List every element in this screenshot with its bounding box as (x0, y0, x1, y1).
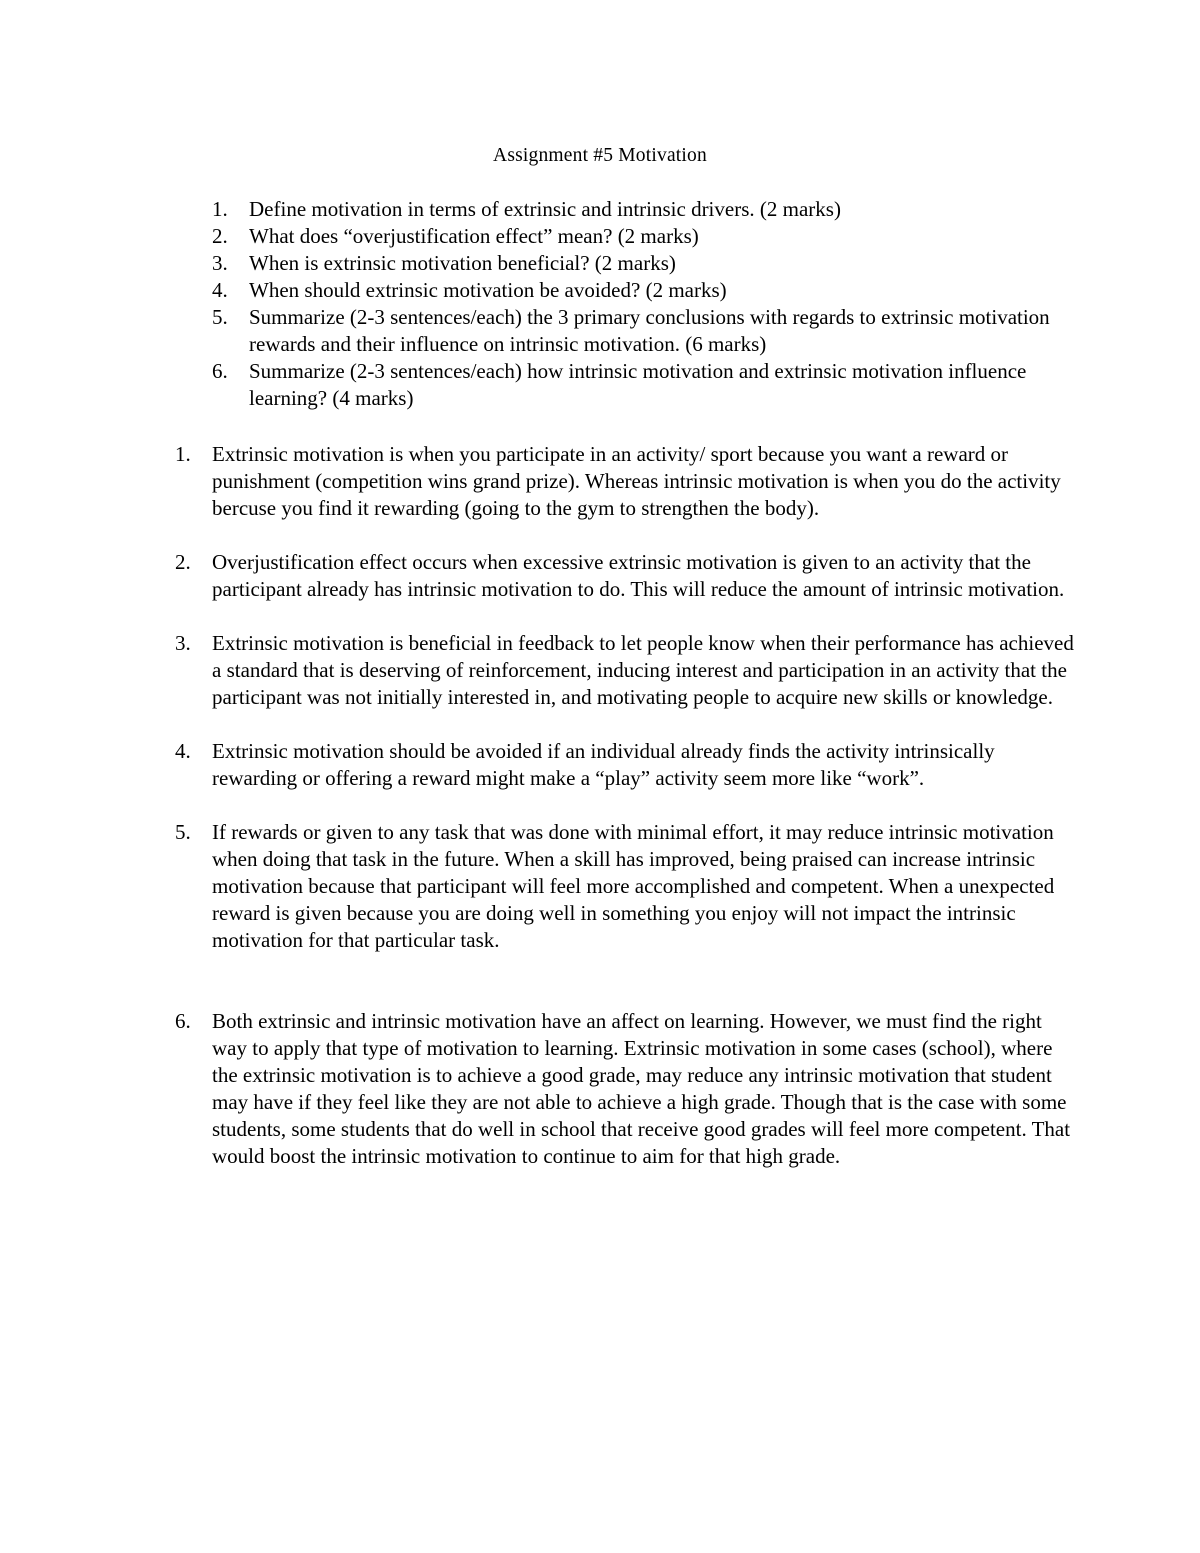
question-number: 4. (212, 278, 228, 302)
question-item (212, 277, 1072, 304)
answer-number: 6. (175, 1009, 191, 1033)
answer-item (175, 441, 1075, 522)
answer-text: Extrinsic motivation should be avoided if an individual already finds the activity intrinsically rewarding or offering a reward might make a “play” activity seem more like “work”. (212, 739, 995, 790)
question-number: 6. (212, 359, 228, 383)
answer-number: 5. (175, 820, 191, 844)
question-number: 3. (212, 251, 228, 275)
answer-text: Overjustification effect occurs when excessive extrinsic motivation is given to an activity that the participant already has intrinsic motivation to do. This will reduce the amount of intrinsic motivation. (212, 550, 1065, 601)
answer-item (175, 1008, 1075, 1170)
page-title: Assignment #5 Motivation (493, 145, 707, 166)
answer-text: If rewards or given to any task that was done with minimal effort, it may reduce intrinsic motivation when doing that task in the future. When a skill has improved, being praised can increase intrinsic motivation because that participant will feel more accomplished and competent. When a unexpected reward is given because you are doing well in something you enjoy will not impact the intrinsic motivation for that particular task. (212, 820, 1055, 952)
question-number: 5. (212, 305, 228, 329)
question-number: 2. (212, 224, 228, 248)
question-list (212, 196, 1072, 412)
answer-item (175, 549, 1075, 603)
answer-text: Both extrinsic and intrinsic motivation have an affect on learning. However, we must find the right way to apply that type of motivation to learning. Extrinsic motivation in some cases (school), where the extrinsic motivation is to achieve a good grade, may reduce any intrinsic motivation that student may have if they feel like they are not able to achieve a high grade. Though that is the case with some students, some students that do well in school that receive good grades will feel more competent. That would boost the intrinsic motivation to continue to aim for that high grade. (212, 1009, 1071, 1168)
answer-list (175, 441, 1075, 1197)
answer-item (175, 819, 1075, 954)
question-item (212, 196, 1072, 223)
question-number: 1. (212, 197, 228, 221)
question-item (212, 358, 1072, 412)
answer-number: 1. (175, 442, 191, 466)
question-item (212, 250, 1072, 277)
answer-number: 3. (175, 631, 191, 655)
question-text: When is extrinsic motivation beneficial? (2 marks) (249, 251, 676, 275)
answer-text: Extrinsic motivation is when you participate in an activity/ sport because you want a reward or punishment (competition wins grand prize). Whereas intrinsic motivation is when you do the activity bercuse you find it rewarding (going to the gym to strengthen the body). (212, 442, 1061, 520)
answer-text: Extrinsic motivation is beneficial in feedback to let people know when their performance has achieved a standard that is deserving of reinforcement, inducing interest and participation in an activity that the participant was not initially interested in, and motivating people to acquire new skills or knowledge. (212, 631, 1074, 709)
question-item (212, 304, 1072, 358)
answer-number: 4. (175, 739, 191, 763)
answer-item (175, 738, 1075, 792)
question-text: Define motivation in terms of extrinsic and intrinsic drivers. (2 marks) (249, 197, 841, 221)
question-text: What does “overjustification effect” mean? (2 marks) (249, 224, 699, 248)
question-text: Summarize (2-3 sentences/each) how intrinsic motivation and extrinsic motivation influence learning? (4 marks) (249, 359, 1027, 410)
answer-number: 2. (175, 550, 191, 574)
question-text: When should extrinsic motivation be avoided? (2 marks) (249, 278, 727, 302)
question-text: Summarize (2-3 sentences/each) the 3 primary conclusions with regards to extrinsic motivation rewards and their influence on intrinsic motivation. (6 marks) (249, 305, 1050, 356)
question-item (212, 223, 1072, 250)
answer-item (175, 630, 1075, 711)
